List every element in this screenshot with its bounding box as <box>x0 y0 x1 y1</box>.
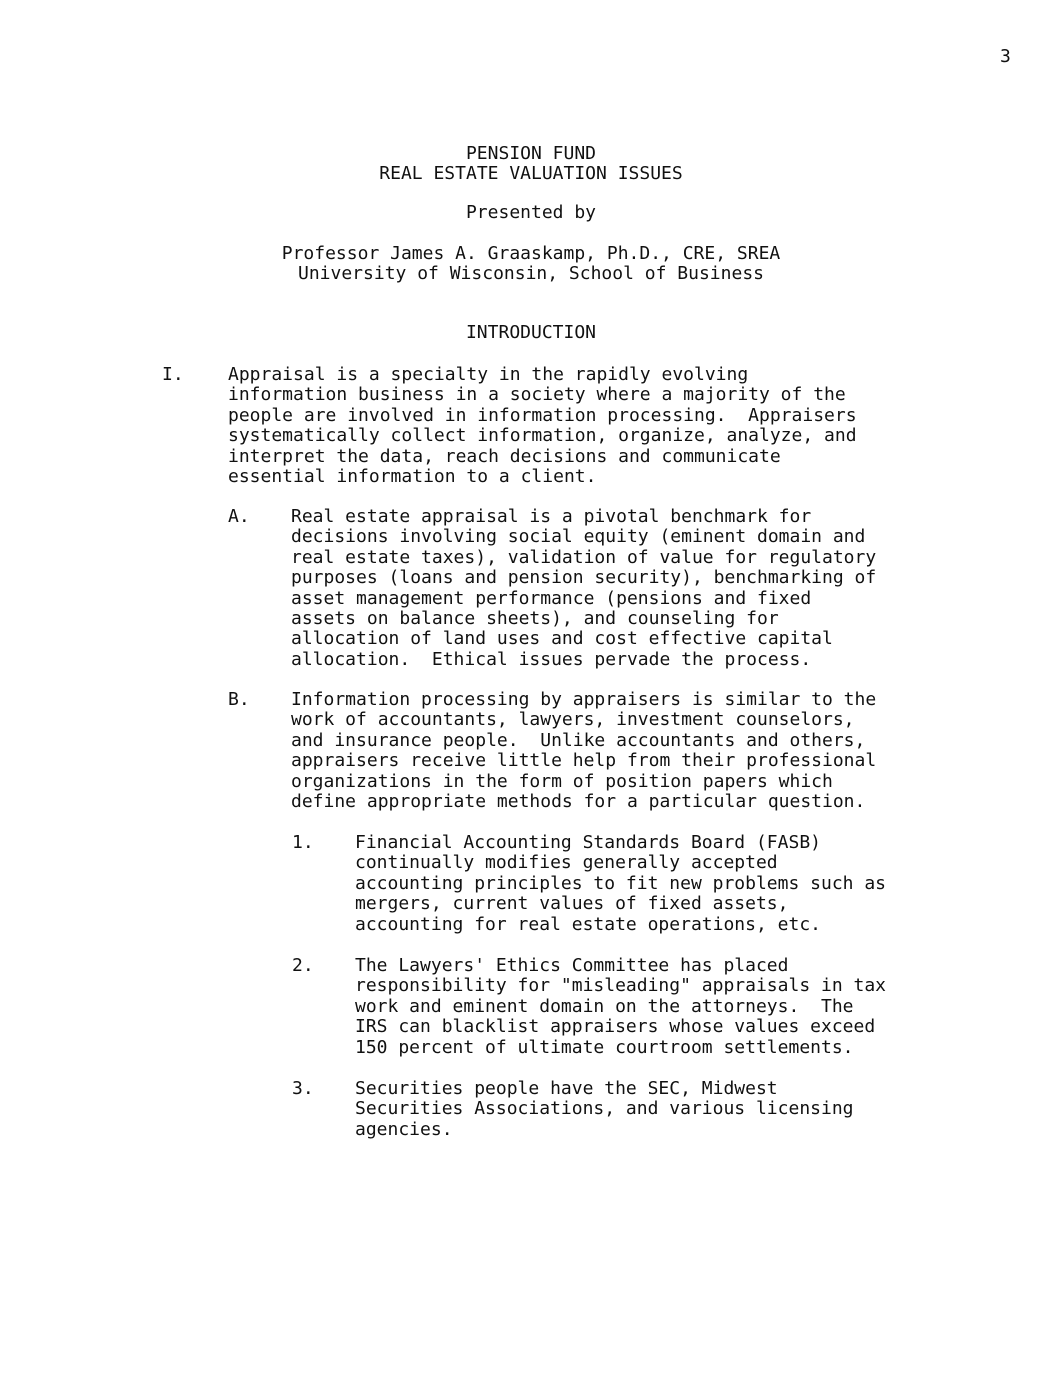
paragraph-line: assets on balance sheets), and counseling for <box>291 608 779 630</box>
paragraph-line: work of accountants, lawyers, investment counselors, <box>291 709 855 731</box>
paragraph-line: and insurance people. Unlike accountants and others, <box>291 729 866 751</box>
paragraph-line: responsibility for "misleading" appraisals in tax <box>355 975 887 997</box>
paragraph-line: Securities people have the SEC, Midwest <box>355 1078 778 1099</box>
paragraph-line: purposes (loans and pension security), benchmarking of <box>291 567 877 589</box>
paragraph-line: information business in a society where a majority of the <box>228 384 846 406</box>
paragraph-line: IRS can blacklist appraisers whose values exceed <box>355 1016 876 1038</box>
paragraph-line: people are involved in information processing. Appraisers <box>228 404 857 426</box>
item-3-paragraph <box>355 1079 854 1140</box>
paragraph-line: Information processing by appraisers is similar to the <box>291 689 877 710</box>
paragraph-line: decisions involving social equity (eminent domain and <box>291 526 866 548</box>
paragraph-line: essential information to a client. <box>228 466 597 488</box>
author-affiliation: University of Wisconsin, School of Business <box>298 263 764 284</box>
paragraph-line: Appraisal is a specialty in the rapidly evolving <box>228 364 749 385</box>
paragraph-line: allocation of land uses and cost effective capital <box>291 628 833 650</box>
paragraph-line: asset management performance (pensions and fixed <box>291 587 812 609</box>
paragraph-line: appraisers receive little help from their professional <box>291 750 877 772</box>
item-2-paragraph <box>355 956 886 1058</box>
section-i-label: I. <box>162 364 184 385</box>
title-line-1: PENSION FUND <box>465 143 597 164</box>
section-heading: INTRODUCTION <box>465 322 597 343</box>
paragraph-line: mergers, current values of fixed assets, <box>355 893 789 915</box>
item-2-label: 2. <box>292 955 314 976</box>
paragraph-line: The Lawyers' Ethics Committee has placed <box>355 955 789 976</box>
paragraph-line: systematically collect information, organize, analyze, and <box>228 425 857 447</box>
paragraph-line: agencies. <box>355 1118 453 1140</box>
section-i-paragraph <box>228 365 857 487</box>
presented-by: Presented by <box>465 202 597 223</box>
paragraph-line: 150 percent of ultimate courtroom settlements. <box>355 1036 854 1058</box>
item-3-label: 3. <box>292 1078 314 1099</box>
paragraph-line: Real estate appraisal is a pivotal benchmark for <box>291 506 812 527</box>
paragraph-line: organizations in the form of position papers which <box>291 770 833 792</box>
title-line-2: REAL ESTATE VALUATION ISSUES <box>379 163 683 184</box>
paragraph-line: Financial Accounting Standards Board (FASB) <box>355 832 821 853</box>
paragraph-line: continually modifies generally accepted <box>355 852 778 874</box>
paragraph-line: interpret the data, reach decisions and communicate <box>228 445 781 467</box>
item-1-paragraph <box>355 833 886 935</box>
paragraph-line: allocation. Ethical issues pervade the process. <box>291 648 812 670</box>
paragraph-line: accounting for real estate operations, etc. <box>355 913 821 935</box>
paragraph-line: accounting principles to fit new problems such as <box>355 872 887 894</box>
paragraph-line: define appropriate methods for a particular question. <box>291 791 866 813</box>
page-number: 3 <box>1000 46 1011 67</box>
paragraph-line: work and eminent domain on the attorneys. The <box>355 995 854 1017</box>
paragraph-line: real estate taxes), validation of value for regulatory <box>291 546 877 568</box>
author-name: Professor James A. Graaskamp, Ph.D., CRE, SREA <box>281 243 781 264</box>
item-b-label: B. <box>228 689 250 710</box>
item-a-label: A. <box>228 506 250 527</box>
item-1-label: 1. <box>292 832 314 853</box>
item-b-paragraph <box>291 690 876 812</box>
paragraph-line: Securities Associations, and various licensing <box>355 1098 854 1120</box>
item-a-paragraph <box>291 507 876 670</box>
